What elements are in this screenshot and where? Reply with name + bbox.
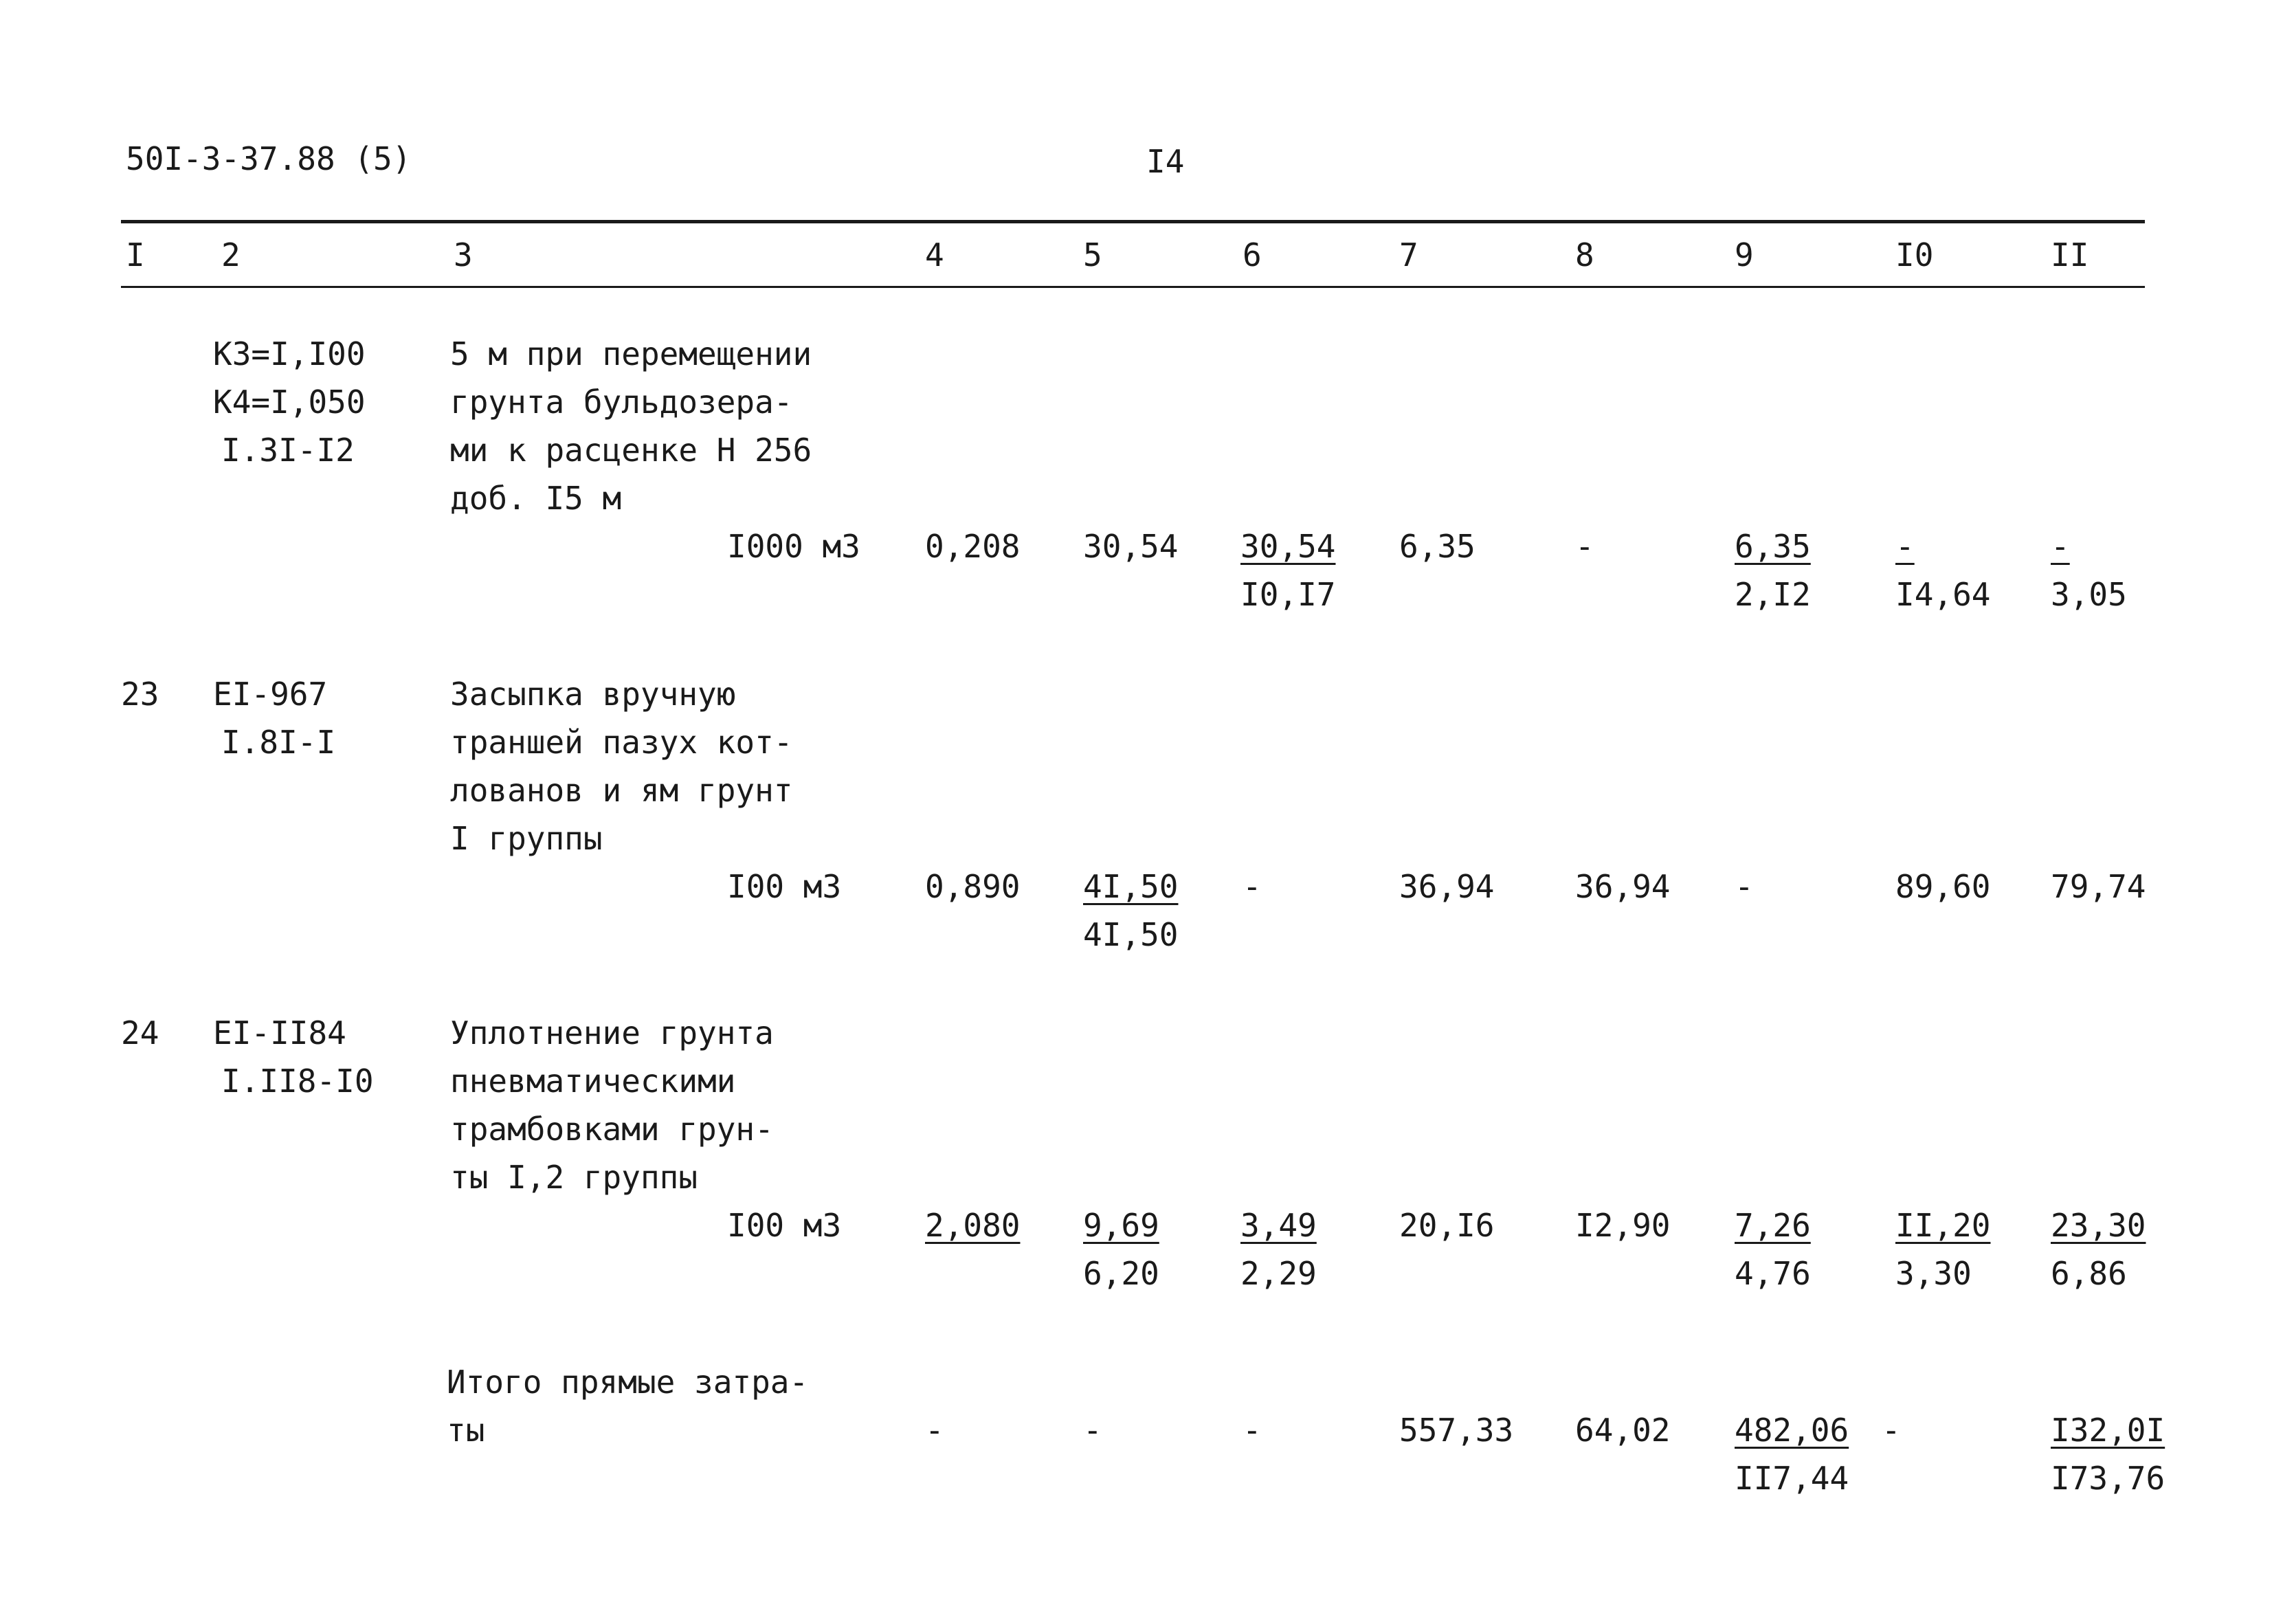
cell-col9: 6,35 [1735,528,1811,565]
row-code: I.3I-I2 [221,432,355,469]
row-description: грунта бульдозера- [450,383,793,421]
cell-col8: I2,90 [1575,1207,1671,1244]
row-description: доб. I5 м [450,480,622,517]
total-col6: - [1243,1412,1262,1449]
cell-col5-sub: 4I,50 [1083,916,1179,953]
total-col11-sub: I73,76 [2051,1460,2165,1497]
row-code: EI-II84 [213,1014,346,1052]
col-header-1: I [126,236,145,274]
row-description: траншей пазух кот- [450,724,793,761]
total-col7: 557,33 [1399,1412,1514,1449]
row-unit: I00 м3 [727,868,842,905]
cell-col6: 3,49 [1240,1207,1317,1244]
cell-col6: - [1243,868,1262,905]
cell-col11: 23,30 [2051,1207,2146,1244]
row-unit: I000 м3 [727,528,860,565]
cell-col10: II,20 [1895,1207,1991,1244]
col-header-2: 2 [221,236,241,274]
cell-col9-sub: 4,76 [1735,1255,1811,1292]
row-description: Уплотнение грунта [450,1014,774,1052]
cell-col5: 4I,50 [1083,868,1179,905]
row-code: К4=I,050 [213,383,366,421]
col-header-9: 9 [1735,236,1754,274]
col-header-5: 5 [1083,236,1102,274]
cell-col4: 0,890 [925,868,1021,905]
cell-col4: 2,080 [925,1207,1021,1244]
cell-col5: 30,54 [1083,528,1179,565]
row-number: 24 [121,1014,159,1052]
row-description: Засыпка вручную [450,676,736,713]
row-unit: I00 м3 [727,1207,842,1244]
col-header-4: 4 [925,236,944,274]
row-code: К3=I,I00 [213,335,366,372]
cell-col7: 6,35 [1399,528,1475,565]
row-description: ты I,2 группы [450,1159,698,1196]
row-number: 23 [121,676,159,713]
total-col4: - [925,1412,944,1449]
cell-col6-sub: 2,29 [1240,1255,1317,1292]
row-description: I группы [450,820,603,857]
cell-col6: 30,54 [1240,528,1336,565]
page-number: I4 [1146,143,1185,180]
col-header-3: 3 [454,236,473,274]
col-header-6: 6 [1243,236,1262,274]
total-col10: - [1882,1412,1901,1449]
cell-col9: - [1735,868,1754,905]
row-description: ми к расценке Н 256 [450,432,812,469]
cell-col8: - [1575,528,1594,565]
document-code: 50I-3-37.88 (5) [126,140,412,177]
table-top-rule [121,220,2145,223]
col-header-11: II [2051,236,2089,274]
row-code: I.8I-I [221,724,336,761]
cell-col10: 89,60 [1895,868,1991,905]
col-header-8: 8 [1575,236,1594,274]
cell-col11-sub: 3,05 [2051,576,2127,613]
col-header-10: I0 [1895,236,1934,274]
cell-col7: 36,94 [1399,868,1495,905]
cell-col11-sub: 6,86 [2051,1255,2127,1292]
cell-col8: 36,94 [1575,868,1671,905]
total-col5: - [1083,1412,1102,1449]
row-description: трамбовками грун- [450,1111,774,1148]
total-col9-sub: II7,44 [1735,1460,1849,1497]
cell-col5-sub: 6,20 [1083,1255,1159,1292]
total-col8: 64,02 [1575,1412,1671,1449]
cell-col5: 9,69 [1083,1207,1159,1244]
cell-col10-sub: I4,64 [1895,576,1991,613]
cell-col6-sub: I0,I7 [1240,576,1336,613]
row-code: I.II8-I0 [221,1063,374,1100]
cell-col11: 79,74 [2051,868,2146,905]
cell-col9: 7,26 [1735,1207,1811,1244]
cell-col10-sub: 3,30 [1895,1255,1972,1292]
total-col11: I32,0I [2051,1412,2165,1449]
total-label: Итого прямые затра- [447,1364,809,1401]
col-header-7: 7 [1399,236,1418,274]
total-col9: 482,06 [1735,1412,1849,1449]
row-description: лованов и ям грунт [450,772,793,809]
cell-col9-sub: 2,I2 [1735,576,1811,613]
row-description: 5 м при перемещении [450,335,812,372]
table-header-rule [121,286,2145,288]
total-label: ты [447,1412,485,1449]
row-description: пневматическими [450,1063,736,1100]
row-code: EI-967 [213,676,328,713]
cell-col4: 0,208 [925,528,1021,565]
cell-col11: - [2051,528,2070,565]
cell-col10: - [1895,528,1915,565]
cell-col7: 20,I6 [1399,1207,1495,1244]
